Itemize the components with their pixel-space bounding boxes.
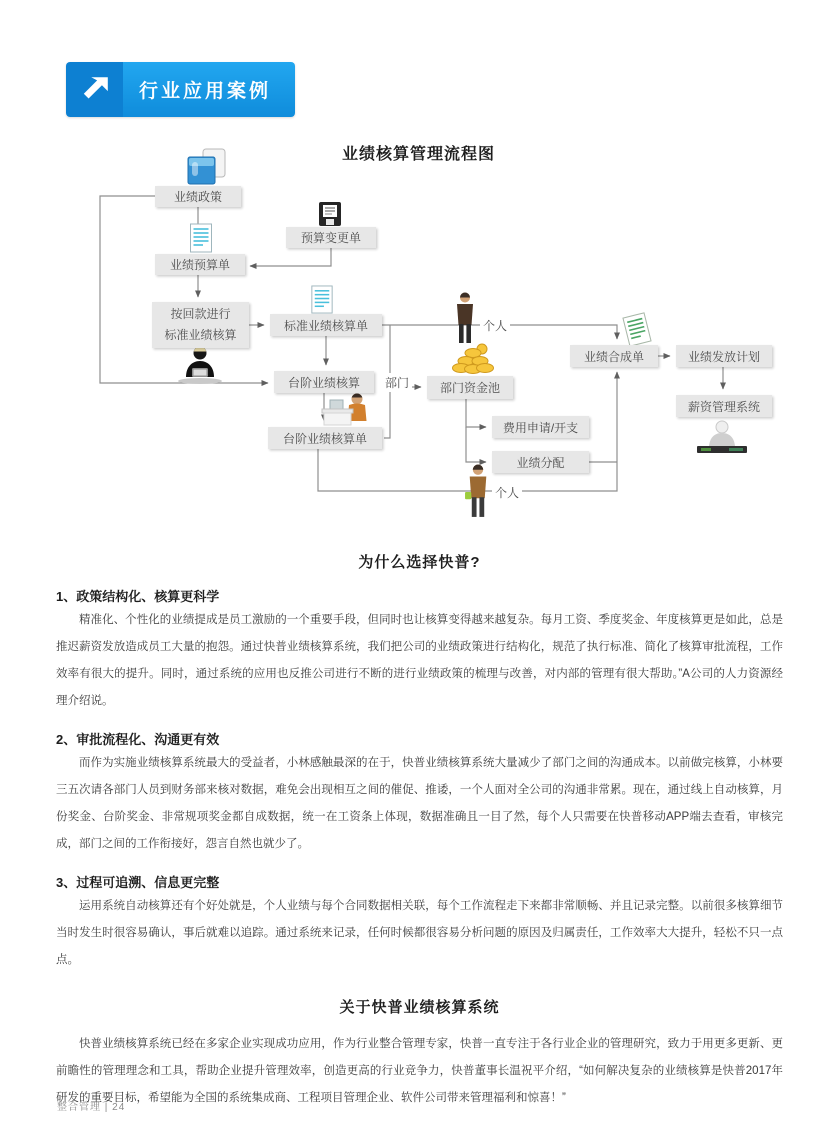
flow-node-performance-distribution: 业绩分配 <box>492 451 589 473</box>
why-choose-title: 为什么选择快普? <box>358 554 481 571</box>
person-at-desk-icon <box>320 391 370 427</box>
flow-node-performance-composite-sheet: 业绩合成单 <box>570 345 658 367</box>
flow-node-standard-calc-sheet: 标准业绩核算单 <box>270 314 382 336</box>
flow-node-line: 标准业绩核算 <box>164 328 237 342</box>
badge-label: 行业应用案例 <box>123 62 295 117</box>
point-1-paragraph: 精准化、个性化的业绩提成是员工激励的一个重要手段，但同时也让核算变得越来越复杂。每月工资、季度奖金、年度核算更是如此，总是推迟薪资发放造成员工大量的抱怨。通过快普业绩核算系统，我们把公司的业绩政策进行结构化，规范了执行标准、简化了核算审批流程，工作效率有很大的提升。同时，通过系统的应用也反推公司进行不断的进行业绩政策的梳理与改善，对内部的管理有很大帮助。”A公司的人力资源经理介绍说。 <box>56 614 783 707</box>
document-icon <box>187 223 215 253</box>
flow-label-department: 部门 <box>382 373 412 392</box>
article-content <box>56 543 783 1112</box>
flow-node-expense-application: 费用申请/开支 <box>492 416 589 438</box>
flow-node-department-fund-pool: 部门资金池 <box>427 376 513 399</box>
flow-node-salary-system: 薪资管理系统 <box>676 395 772 417</box>
flow-node-standard-calculation <box>152 302 249 348</box>
person-icon <box>452 291 478 345</box>
person-icon <box>464 463 492 519</box>
point-1-heading: 1、政策结构化、核算更科学 <box>56 589 220 604</box>
budget-change-document-icon <box>317 201 343 227</box>
worker-with-laptop-icon <box>173 344 227 384</box>
package-icon <box>185 148 229 186</box>
flow-node-performance-policy: 业绩政策 <box>155 186 241 207</box>
flow-node-payout-plan: 业绩发放计划 <box>676 345 772 367</box>
point-3-paragraph: 运用系统自动核算还有个好处就是，个人业绩与每个合同数据相关联，每个工作流程走下来都非常顺畅、并且记录完整。以前很多核算细节当时发生时很容易确认，事后就难以追踪。通过系统来记录，任何时候都很容易分析问题的原因及归属责任，工作效率大大提升，轻松不只一点点。 <box>56 900 783 966</box>
point-2-heading: 2、审批流程化、沟通更有效 <box>56 732 220 747</box>
flow-label-individual-top: 个人 <box>480 316 510 335</box>
point-2-paragraph: 而作为实施业绩核算系统最大的受益者，小林感触最深的在于，快普业绩核算系统大量减少了部门之间的沟通成本。以前做完核算，小林要三五次请各部门人员到财务部来核对数据，难免会出现相互之间的催促、推诿，一个人面对全公司的沟通非常累。现在，通过线上自动核算，月份奖金、台阶奖金、非常规项奖金都自成数据，统一在工资条上体现，数据准确且一目了然，每个人只需要在快普移动APP端去查看，审核完成，部门之间的工作衔接好，怨言自然也就少了。 <box>56 757 783 850</box>
point-3-heading: 3、过程可追溯、信息更完整 <box>56 875 220 890</box>
flow-node-step-calculation: 台阶业绩核算 <box>274 371 374 393</box>
flow-label-individual-bottom: 个人 <box>492 483 522 502</box>
page-footer: 整合管理 | 24 <box>57 1102 126 1113</box>
about-paragraph: 快普业绩核算系统已经在多家企业实现成功应用，作为行业整合管理专家，快普一直专注于各行业企业的管理研究，致力于用更多更新、更前瞻性的管理理念和工具，帮助企业提升管理效率，创造更高的行业竞争力，快普董事长温祝平介绍，“如何解决复杂的业绩核算是快普2017年研发的重要目标，希望能为全国的系统集成商、工程项目管理企业、软件公司带来管理福利和惊喜！” <box>56 1038 783 1104</box>
document-icon <box>307 285 337 314</box>
flow-node-line: 按回款进行 <box>170 307 231 321</box>
person-at-computer-icon <box>695 418 749 460</box>
about-title: 关于快普业绩核算系统 <box>339 999 500 1016</box>
flowchart-title: 业绩核算管理流程图 <box>341 146 495 163</box>
flow-node-budget-change-form: 预算变更单 <box>286 227 376 248</box>
flow-node-performance-budget-form: 业绩预算单 <box>155 254 245 275</box>
flow-node-step-calc-sheet: 台阶业绩核算单 <box>268 427 382 449</box>
